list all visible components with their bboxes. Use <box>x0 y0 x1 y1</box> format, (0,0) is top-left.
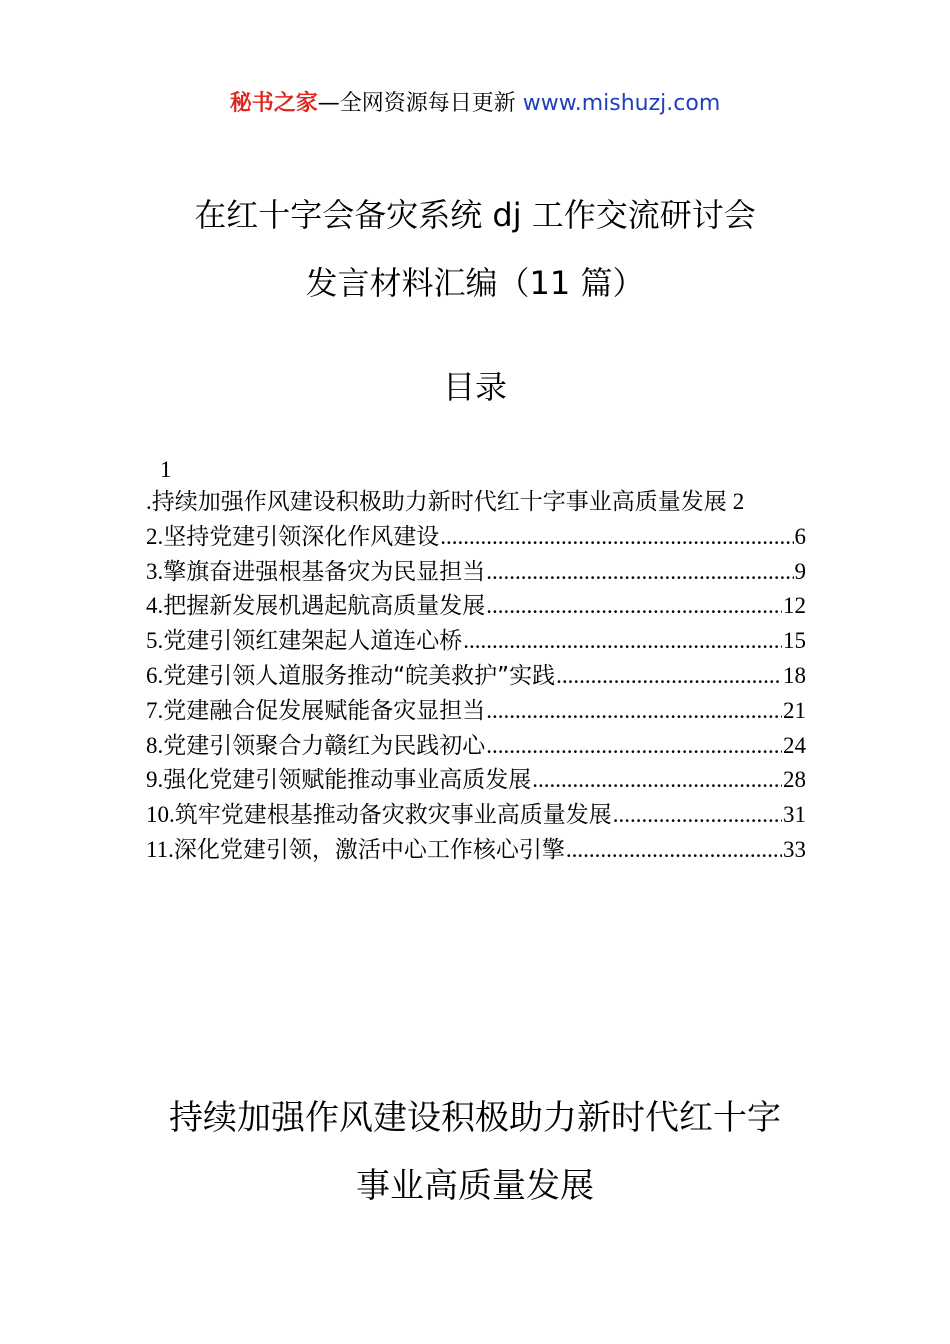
brand-name: 秘书之家 <box>229 91 318 116</box>
toc-item-number: 3. <box>146 558 164 584</box>
toc-item[interactable] <box>146 485 806 520</box>
toc-item-label: 党建引领人道服务推动“皖美救护”实践 <box>163 662 556 689</box>
toc-item-number: 6. <box>146 662 164 688</box>
toc-item[interactable] <box>146 763 806 798</box>
toc-leader-dots <box>613 798 782 833</box>
toc-item-page: 6 <box>794 523 806 549</box>
toc-item-number: 5. <box>146 628 164 654</box>
site-header <box>0 88 950 120</box>
toc-item-number: 2. <box>146 523 164 549</box>
toc-item-label: 党建引领红建架起人道连心桥 <box>163 628 463 655</box>
toc-item-number: 9. <box>146 767 164 793</box>
site-url[interactable]: www.mishuzj.com <box>522 91 721 116</box>
toc-item-page: 15 <box>783 628 806 654</box>
section-title-line-1: 持续加强作风建设积极助力新时代红十字 <box>169 1098 781 1138</box>
toc-item-page: 28 <box>783 767 806 793</box>
toc-item-label: 党建融合促发展赋能备灾显担当 <box>163 697 486 724</box>
document-title-line-1: 在红十字会备灾系统 dj 工作交流研讨会 <box>194 196 756 234</box>
toc-item-label: 持续加强作风建设积极助力新时代红十字事业高质量发展 <box>151 489 727 515</box>
toc-item-label: 强化党建引领赋能推动事业高质发展 <box>163 767 532 794</box>
toc-item[interactable] <box>146 729 806 764</box>
section-title-line-2: 事业高质量发展 <box>356 1166 594 1206</box>
toc-item[interactable] <box>146 659 806 694</box>
toc-item-number: 8. <box>146 732 164 758</box>
toc-item[interactable] <box>146 520 806 555</box>
toc-item-page: 33 <box>783 836 806 862</box>
toc-item[interactable] <box>146 798 806 833</box>
toc-item-label: 党建引领聚合力赣红为民践初心 <box>163 732 486 759</box>
toc-item-label: 坚持党建引领深化作风建设 <box>163 523 440 550</box>
toc-item-page: 9 <box>794 558 806 584</box>
toc-leader-dots <box>463 624 782 659</box>
toc-leader-dots <box>532 763 782 798</box>
toc-item[interactable] <box>146 833 806 868</box>
toc-leader-dots <box>556 659 782 694</box>
toc-item-page: 18 <box>783 662 806 688</box>
toc-leader-dots <box>486 555 793 590</box>
toc-item-number: 10. <box>146 802 175 828</box>
toc-item-label: 把握新发展机遇起航高质量发展 <box>163 593 486 620</box>
toc-leader-dots <box>486 589 782 624</box>
toc-item-number: 11. <box>146 836 174 862</box>
toc-item-page: 12 <box>783 593 806 619</box>
toc-item[interactable] <box>146 694 806 729</box>
table-of-contents <box>146 455 806 868</box>
toc-item[interactable] <box>146 589 806 624</box>
toc-leader-dots <box>486 729 782 764</box>
toc-item-label: 筑牢党建根基推动备灾救灾事业高质量发展 <box>174 802 612 829</box>
toc-heading: 目录 <box>442 368 507 406</box>
toc-item-label: 擎旗奋进强根基备灾为民显担当 <box>163 558 486 585</box>
toc-item-page: 21 <box>783 697 806 723</box>
toc-leader-dots <box>486 694 782 729</box>
toc-first-number: 1 <box>160 457 172 482</box>
toc-item-page: 31 <box>783 802 806 828</box>
toc-item-number: 4. <box>146 593 164 619</box>
toc-item-page: 2 <box>732 489 745 514</box>
toc-leader-dots <box>440 520 793 555</box>
toc-item[interactable] <box>146 555 806 590</box>
toc-item-page: 24 <box>783 732 806 758</box>
header-slogan: —全网资源每日更新 <box>317 91 523 116</box>
document-title-line-2: 发言材料汇编（11 篇） <box>305 264 645 302</box>
toc-leader-dots <box>566 833 782 868</box>
toc-item-number: 7. <box>146 697 164 723</box>
toc-item-number: . <box>146 489 152 514</box>
toc-item-label: 深化党建引领，激活中心工作核心引擎 <box>173 836 565 863</box>
toc-item[interactable] <box>146 624 806 659</box>
